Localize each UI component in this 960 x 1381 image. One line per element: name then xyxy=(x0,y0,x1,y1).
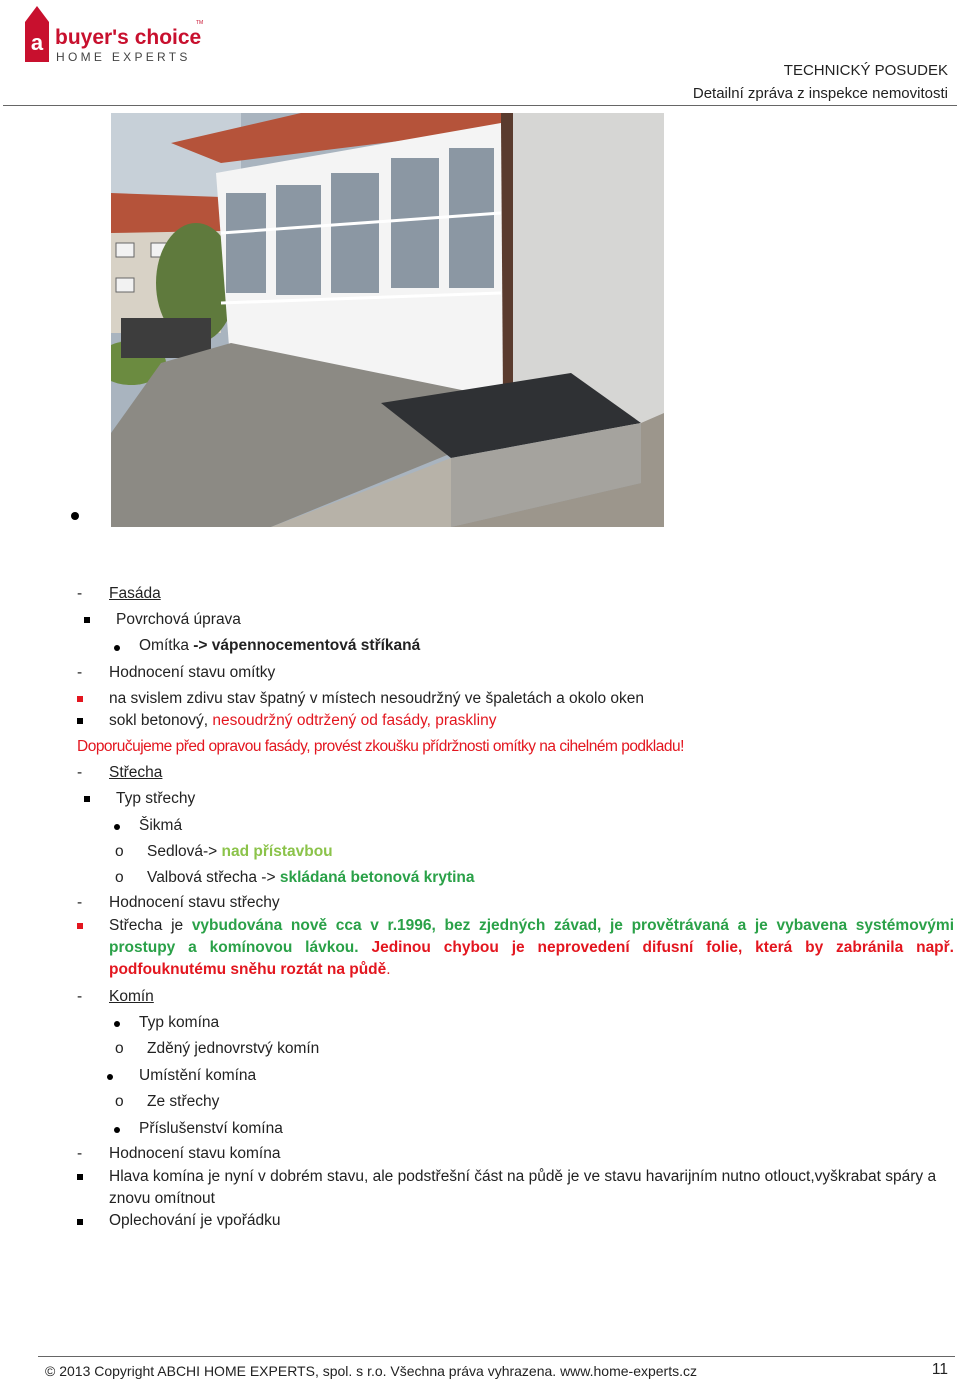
strecha-valbova xyxy=(147,869,475,887)
square-bullet-icon xyxy=(77,1174,83,1180)
round-bullet-icon xyxy=(114,645,120,651)
report-title: TECHNICKÝ POSUDEK xyxy=(783,62,948,79)
fasada-heading: Fasáda xyxy=(109,585,161,602)
komin-umisteni-value: Ze střechy xyxy=(147,1093,220,1110)
house-photo xyxy=(111,113,664,527)
logo-tm: TM xyxy=(196,20,204,26)
square-bullet-icon xyxy=(77,718,83,724)
strecha-sedlova xyxy=(147,843,333,861)
fasada-item-2-defect: nesoudržný odtržený od fasády, praskliny xyxy=(212,712,497,729)
logo-brand: buyer's choice xyxy=(55,26,202,49)
header-divider xyxy=(3,105,957,106)
round-bullet-icon xyxy=(114,824,120,830)
footer-copyright: © 2013 Copyright ABCHI HOME EXPERTS, spol. s r.o. Všechna práva vyhrazena. www.home-experts.cz xyxy=(45,1363,697,1379)
company-logo xyxy=(22,2,212,66)
fasada-povrch-label: Povrchová úprava xyxy=(116,611,241,628)
fasada-recommendation: Doporučujeme před opravou fasády, provést zkoušku přídržnosti omítky na cihelném podkladu! xyxy=(77,738,684,755)
square-bullet-icon xyxy=(77,923,83,929)
round-bullet-icon xyxy=(107,1074,113,1080)
footer-divider xyxy=(38,1356,955,1357)
strecha-sikma: Šikmá xyxy=(139,817,183,834)
komin-item-1: Hlava komína je nyní v dobrém stavu, ale podstřešní část na půdě je ve stavu havarijním nutno otlouct,vyškrabat spáry a znovu omítnout xyxy=(109,1168,937,1207)
komin-prislusenstvi-label: Příslušenství komína xyxy=(139,1120,283,1137)
strecha-desc-5: . xyxy=(386,961,391,978)
logo-roof-icon xyxy=(25,6,49,22)
strecha-description xyxy=(109,915,954,981)
strecha-sedlova-prefix: Sedlová-> xyxy=(147,843,222,860)
square-bullet-icon xyxy=(84,617,90,623)
komin-item-2: Oplechování je vpořádku xyxy=(109,1212,281,1229)
fasada-item-1: na svislem zdivu stav špatný v místech nesoudržný ve špaletách a okolo oken xyxy=(109,690,645,707)
dash-marker: - xyxy=(77,764,83,781)
circle-marker: o xyxy=(115,1093,124,1110)
dash-marker: - xyxy=(77,894,83,911)
photo-bullet-icon xyxy=(71,512,79,520)
strecha-typ-label: Typ střechy xyxy=(116,790,196,807)
strecha-valbova-prefix: Valbová střecha -> xyxy=(147,869,280,886)
strecha-desc-3: 1996, bez zjedných závad, je provětrávaná a je vybavena systémovými prostupy a komínovou lávkou. xyxy=(109,917,954,956)
komin-typ-label: Typ komína xyxy=(139,1014,220,1031)
fasada-item-2 xyxy=(109,712,496,730)
komin-umisteni-label: Umístění komína xyxy=(139,1067,257,1084)
strecha-hodnoceni: Hodnocení stavu střechy xyxy=(109,894,280,911)
circle-marker: o xyxy=(115,1040,124,1057)
fasada-item-2-prefix: sokl betonový, xyxy=(109,712,213,729)
square-bullet-icon xyxy=(84,796,90,802)
strecha-heading: Střecha xyxy=(109,764,163,781)
page-number: 11 xyxy=(931,1361,948,1378)
komin-heading: Komín xyxy=(109,988,154,1005)
fasada-omitka xyxy=(139,637,420,655)
dash-marker: - xyxy=(77,664,83,681)
logo-letter: a xyxy=(30,30,44,55)
logo-tagline: HOME EXPERTS xyxy=(56,50,191,64)
fasada-hodnoceni: Hodnocení stavu omítky xyxy=(109,664,276,681)
strecha-valbova-value: skládaná betonová krytina xyxy=(279,869,475,886)
strecha-desc-1: Střecha je xyxy=(109,917,192,934)
komin-hodnoceni: Hodnocení stavu komína xyxy=(109,1145,281,1162)
dash-marker: - xyxy=(77,988,83,1005)
circle-marker: o xyxy=(115,869,124,886)
round-bullet-icon xyxy=(114,1127,120,1133)
strecha-sedlova-value: nad přístavbou xyxy=(221,843,333,860)
circle-marker: o xyxy=(115,843,124,860)
strecha-desc-2: vybudována nově cca v r. xyxy=(191,917,398,934)
fasada-omitka-value: -> vápennocementová stříkaná xyxy=(193,637,421,654)
dash-marker: - xyxy=(77,585,83,602)
dash-marker: - xyxy=(77,1145,83,1162)
report-subtitle: Detailní zpráva z inspekce nemovitosti xyxy=(692,85,948,102)
komin-typ-value: Zděný jednovrstvý komín xyxy=(147,1040,320,1057)
square-bullet-icon xyxy=(77,696,83,702)
square-bullet-icon xyxy=(77,1219,83,1225)
fasada-omitka-prefix: Omítka xyxy=(139,637,194,654)
strecha-desc-4: Jedinou chybou je neprovedení difusní folie, která by zabránila např. podfouknutému sněhu roztát na půdě xyxy=(109,939,954,978)
round-bullet-icon xyxy=(114,1021,120,1027)
